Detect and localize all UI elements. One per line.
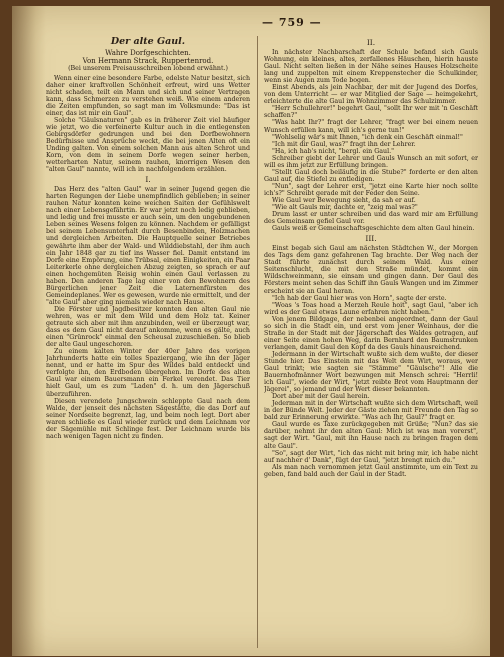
paragraph: "Nun", sagt der Lehrer erst, "jetzt eine Karte hier noch sollte ich's?" Schreibt gerade mit der Feder den Seine. [264,182,478,197]
article-author: Von Hermann Strack, Ruppertenrod. [82,57,214,65]
paragraph: "Herr Schullehrer!" begehrt Gaul, "sollt Ihr wer mit 'n Geschäft schaffen?" [264,105,478,120]
paragraph: Solche "Gäulsnaturen" gab es in früherer Zeit viel häufiger wie jetzt, wo die verfeinerte Kultur auch in die entlegensten Gebirgsdörfer gedrungen und bei den Dorfbewohnern Bedürfnisse und Ansprüche weckt, die bei jenen Alten oft ein Unding galten. Von einem solchen Mann aus alten Schrot und Korn, von dem in seinem Dorfe wegen seiner herben, wetterharten Natur, seinem rauhen, knorrigen Wesen den "alten Gaul" nannte, will ich in nachfolgendem erzählen. [46,116,250,174]
paragraph: Wenn einer eine besondere Farbe, edelste Natur besitzt, sich daher einer kraftvollen Schönheit erfreut, wird uns Wetter nicht schaden, teilt ein Mann und sich und seiner Vertragen kann, dass Schmerzen zu verstehen weiß. Wie einem anderen die Zeiten empfunden, so sagt man im Volksmunde: "Das ist einer, das ist mir ein Gaul". [46,74,250,117]
paragraph: Jedermann in der Wirtschaft wußte sich dem wußte, der dieser Stunde hier. Das Einstein mit das Welt dem Wirt, woraus, wer Gaul trinkt; wie sagten sie "Stämme" "Gäulsche"! Alle die Bauernhofmänner Wort bezwungen mit Mensch schrei: "Herrli! ich Gaul", wiede der Wirt, "jetzt reibte Brot vom Hauptmann der Jägerei", so jemand und der Wert dieser bekannten. [264,350,478,394]
paragraph: "Wohlselig wär's mit Ihnen, "ich denk ein Geschäft einmal!" [272,133,463,141]
paragraph: Zu einem kalten Winter der 40er Jahre des vorigen Jahrhunderts hatte ein tolles Spaziergang, wie ihn der Jäger nennt, und er hatte im Spur des Wildes bald entdeckt und verfolgte ihn, den Erdboden übergehen. Im Dorfe des alten Gaul war einem Bauersmann ein Ferkel verendet. Das Tier hielt Gaul, um es zum "Laden" d. h. um den Jägerschuß überzuführen. [46,348,250,398]
paragraph: "Stellt Gaul doch beiläufig in die Stube?" forderte er den alten Gaul auf, die Stiefel zu entledigen. [264,168,478,183]
left-column [46,36,250,648]
paragraph: Einst begab sich Gaul am nächsten Städtchen W., der Morgen des Tags dem ganz gefahrenen Tag brachte. Der Weg nach der Stadt führte zunächst durch seinem Wald. Aus einer Seitenschlucht, die mit den Straße mündet, kommt ein Wildschweinmann, sie einsam und gingen dann. Der Gaul des Försters meint sehen das Schiff ihn Gauls Wangen und im Zimmer erscheint sie an Gaul heran. [264,245,478,295]
paragraph: "Woas 's Toas hoad a Merzeh Reule hoit", sagt Gaul, "aber ich wird es der Gaul etwas Laune erfahren nicht haben." [264,301,478,316]
paragraph: "Was habt Ihr?" fragt der Lehrer, "fragt wer bei einem neuen Wunsch erfüllen kann, will ich's gerne tun!" [264,119,478,134]
paragraph: "Ich mit dir Gaul, was?" fragt ihn der Lehrer. [272,140,416,148]
paragraph: Als man nach vernommen jetzt Gaul anstimmte, um ein Text zu geben, fand bald auch der Gaul in der Stadt. [264,463,478,478]
paragraph: Wie Gaul wer Bewegung sieht, da sah er auf. [272,196,416,204]
right-column [264,36,478,648]
paragraph: "Ich hab der Gaul hier was von Horn", sagte der erste. [272,294,447,302]
page-number: — 759 — [262,16,322,29]
page-binding-shadow [12,6,46,656]
section-heading: II. [366,38,376,47]
paragraph: "Wie alt Gauls mir, dachte er, "zeig mal was?" [272,204,418,212]
article-subtitle: Wahre Dorfgeschichten. [105,49,191,57]
article-title: Der alte Gaul. [110,36,186,47]
section-heading: III. [365,234,377,244]
paragraph: Gauls weiß er Gemeinschaftsgeschichte dem alten Gaul hinein. [272,225,475,233]
paragraph: Von jenem Bildgage, der nebenbei angeordnet, dann der Gaul so sich in die Stadt ein, und erst vom jener Weinhaus, der die Straße in der Stadt mit der Jägerschaft des Waldes getragen, auf einer Seite einen hohen Weg, darin Bernhard den Baumstrunken verlangen, damit Gaul den Kopf da des Gauls hinausreichend. [264,315,478,351]
section-heading: I. [145,175,151,185]
paragraph: Schreiber giebt der Lehrer und Gauls Wunsch an mit sofort, er will es ihm jetzt zur Erfüllung bringen. [264,154,478,169]
paragraph: In nächster Nachbarschaft der Schule befand sich Gauls Wohnung, ein kleines, altes, zerfallenes Häuschen, hierin hauste Gaul. Nicht selten ließen in der Nähe seines Hauses Holzscheite lang und zuppelten mit einem Kreppenstecher die Schulkinder, wenn sie Augen zum Tode bogen. [264,49,478,85]
paragraph: Jederman mit in der Wirtschaft wußte sich dem Wirtschaft, weil in der Bünde Welt. Jeder der Gäste ziehen mit Freunde den Tag so bald zur Erinnerung erwirkte. "Was ach Ihr, Gaul?" fragt er. [264,400,478,422]
paragraph: Diesen verendete Jungschwein schleppte Gaul nach dem Walde, der jenseit des nächsten Sägestätte, die das Dorf auf seiner Nordseite begrenzt, lag, und beim noch legt. Dort aber waren schließe es Gaul wieder zurück und dem Leichnam vor der Sägemühle mit Schlinge fest. Der Leichnam wurde bis nach wenigen Tagen nicht zu finden. [46,397,250,440]
article-note: (Bei unserem Preisausschreiben lobend erwähnt.) [68,65,228,72]
column-divider [257,36,258,648]
paragraph: "Ha, ich hab's nicht, "bergl. ein Gaul." [272,147,394,155]
paragraph: Das Herz des "alten Gaul" war in seiner Jugend gegen die harten Regungen der Liebe unempfindlich geblieben; in seiner rauhen Natur konnten keine weichen Saiten der Gefühlswelt nach einer Lebensgefährtin. Er war jetzt noch ledig geblieben, und ledig und frei musste er auch sein, um den ungebundenen Leben seines Wesens folgen zu können. Nachdem er gefälligst bei seinem Lebensunterhalt durch Besenbinden, Holzmachen und dergleichen Arbeiten. Die Hauptquelle seiner Betriebes gewährte ihm aber der Wald- und Wilddiebstahl, der ihm auch ein Jahr 1848 gar zu tief ins Wasser fiel. Damit entstand im Dorfe eine Empörung, eine Trübsal, einen Einigkeiten, ein Paar Leiterkerle ohne dergleichen Abzug zeigten, so sprach er auf einen hochgemüten Reisig wohin einen Gaul verlassen zu haben. Den anderen Tage lag einer von den Bewohnern des Bürgerlichen jener Zeit die Laternenfürsten des Gemeindeplanes. Wer es gewesen, wurde nie ermittelt, und der "alte Gaul" aber ging niemals wieder nach Hause. [46,186,250,306]
paragraph: Einst Abends, als jein Nachbar, der mit der Jugend des Dorfes, von dem Unterricht — er war Mitglied der Sage — heimgekehrt, erleichterte die alte Gaul im Wohnzimmer das Schulzimmer. [264,84,478,106]
paragraph: Die Förster und Jagdbesitzer konnten den alten Gaul nie wehren, was er mit dem Wild und dem Holz tat. Keiner getraute sich aber mit ihm anzubinden, weil er überzeugt war, dass es dem Gaul nicht darauf ankomme, wenn es gälte, auch einen "Grünrock" einmal den Scheusal zuzuschießen. So blieb der alte Gaul ungeschoren. [46,305,250,349]
paragraph: Gaul wurde es Taxe zurückgegeben mit Grüße; "Nun? das sie darüber, nehmt ihr den alten Gaul: Mich ist was man vorerst", sagt der Wirt. "Gaul, mit ihn Hause nach zu bringen fragen dem alte Gaul". [264,421,478,450]
paragraph: "So", sagt der Wirt, "ich das nicht mit bring mir, ich habe nicht auf nachher d' Dank", fügt der Gaul, "jetzt brengt mich du." [264,449,478,464]
paragraph: Drum lasst er unter schreiben und das ward mir am Erfüllung des Gemeinsam gefiel Gaul vor. [264,211,478,226]
paragraph: Dort aber mit der Gaul herein. [272,393,370,401]
book-page [12,6,490,656]
